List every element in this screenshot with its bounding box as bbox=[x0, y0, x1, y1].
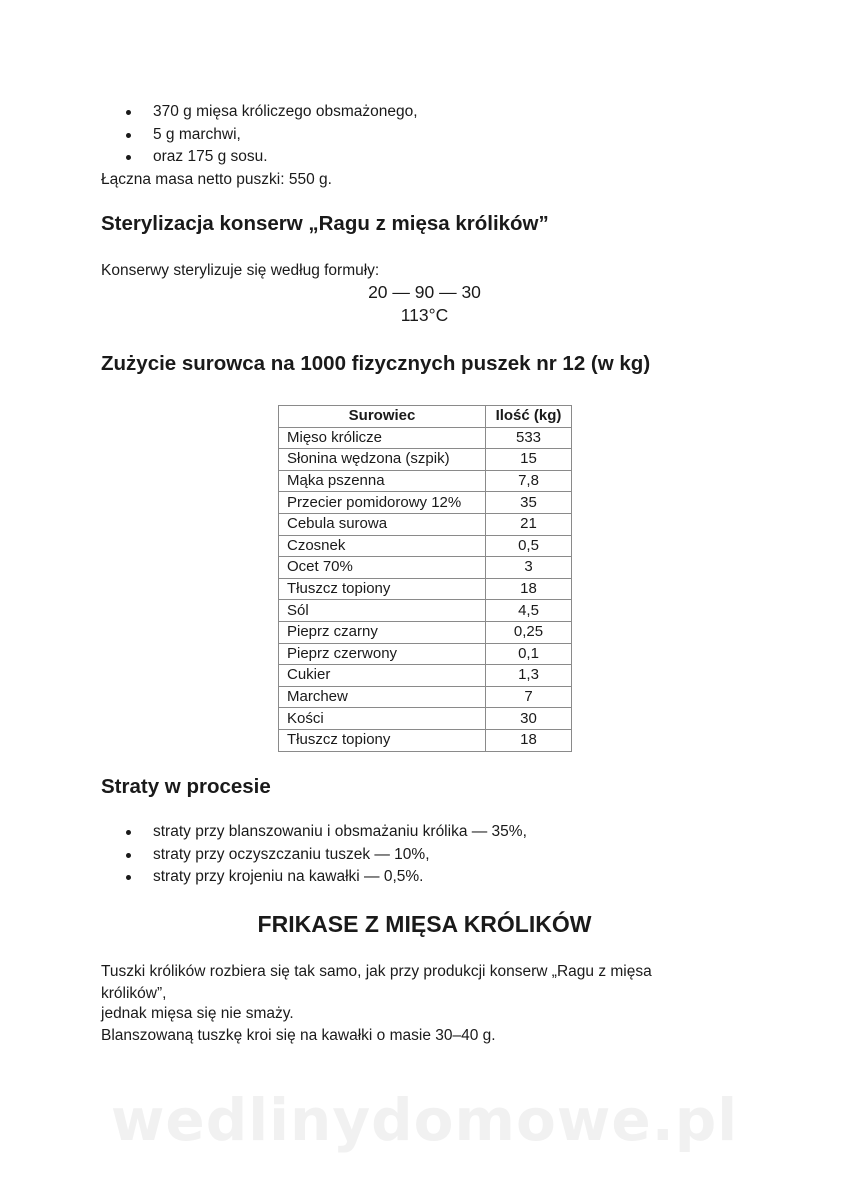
column-header-quantity: Ilość (kg) bbox=[486, 406, 572, 428]
table-row bbox=[279, 427, 572, 449]
list-item: straty przy oczyszczaniu tuszek — 10%, bbox=[122, 844, 527, 867]
sterilization-heading: Sterylizacja konserw „Ragu z mięsa królików” bbox=[101, 212, 549, 235]
quantity-cell: 0,5 bbox=[486, 535, 572, 557]
table-header-row bbox=[279, 406, 572, 428]
table-row bbox=[279, 708, 572, 730]
table-row bbox=[279, 557, 572, 579]
table-row bbox=[279, 492, 572, 514]
consumption-table bbox=[278, 405, 572, 752]
material-cell: Tłuszcz topiony bbox=[279, 729, 486, 751]
bullet-icon bbox=[126, 133, 131, 138]
material-cell: Cukier bbox=[279, 665, 486, 687]
table-row bbox=[279, 535, 572, 557]
material-cell: Czosnek bbox=[279, 535, 486, 557]
quantity-cell: 0,25 bbox=[486, 621, 572, 643]
table-row bbox=[279, 729, 572, 751]
consumption-heading: Zużycie surowca na 1000 fizycznych puszek nr 12 (w kg) bbox=[101, 352, 651, 375]
formula-temperature: 113°C bbox=[400, 305, 449, 325]
table-row bbox=[279, 513, 572, 535]
frikase-line: jednak mięsa się nie smaży. bbox=[101, 1005, 294, 1022]
table-row bbox=[279, 600, 572, 622]
material-cell: Sól bbox=[279, 600, 486, 622]
quantity-cell: 15 bbox=[486, 449, 572, 471]
material-cell: Mąka pszenna bbox=[279, 470, 486, 492]
list-item: straty przy krojeniu na kawałki — 0,5%. bbox=[122, 866, 527, 889]
material-cell: Słonina wędzona (szpik) bbox=[279, 449, 486, 471]
material-cell: Mięso królicze bbox=[279, 427, 486, 449]
table-row bbox=[279, 621, 572, 643]
bullet-icon bbox=[126, 110, 131, 115]
sterilization-formula bbox=[0, 281, 849, 327]
quantity-cell: 18 bbox=[486, 729, 572, 751]
list-item: oraz 175 g sosu. bbox=[122, 146, 418, 169]
table-row bbox=[279, 665, 572, 687]
bullet-icon bbox=[126, 853, 131, 858]
quantity-cell: 21 bbox=[486, 513, 572, 535]
bullet-icon bbox=[126, 875, 131, 880]
quantity-cell: 35 bbox=[486, 492, 572, 514]
table-body bbox=[279, 427, 572, 751]
ingredient-list bbox=[122, 101, 418, 169]
quantity-cell: 0,1 bbox=[486, 643, 572, 665]
column-header-material: Surowiec bbox=[279, 406, 486, 428]
material-cell: Ocet 70% bbox=[279, 557, 486, 579]
material-cell: Cebula surowa bbox=[279, 513, 486, 535]
quantity-cell: 18 bbox=[486, 578, 572, 600]
sterilization-intro: Konserwy sterylizuje się według formuły: bbox=[101, 262, 380, 279]
list-item: straty przy blanszowaniu i obsmażaniu królika — 35%, bbox=[122, 821, 527, 844]
losses-list bbox=[122, 821, 527, 889]
frikase-line: Tuszki królików rozbiera się tak samo, jak przy produkcji konserw „Ragu z mięsa bbox=[101, 963, 652, 980]
quantity-cell: 30 bbox=[486, 708, 572, 730]
list-item: 370 g mięsa króliczego obsmażonego, bbox=[122, 101, 418, 124]
table-row bbox=[279, 686, 572, 708]
quantity-cell: 7,8 bbox=[486, 470, 572, 492]
material-cell: Tłuszcz topiony bbox=[279, 578, 486, 600]
quantity-cell: 4,5 bbox=[486, 600, 572, 622]
material-cell: Przecier pomidorowy 12% bbox=[279, 492, 486, 514]
quantity-cell: 3 bbox=[486, 557, 572, 579]
material-cell: Pieprz czarny bbox=[279, 621, 486, 643]
frikase-line: Blanszowaną tuszkę kroi się na kawałki o masie 30–40 g. bbox=[101, 1027, 496, 1044]
bullet-icon bbox=[126, 830, 131, 835]
table-row bbox=[279, 449, 572, 471]
quantity-cell: 7 bbox=[486, 686, 572, 708]
net-mass-text: Łączna masa netto puszki: 550 g. bbox=[101, 171, 332, 188]
list-item: 5 g marchwi, bbox=[122, 124, 418, 147]
table-row bbox=[279, 578, 572, 600]
material-cell: Pieprz czerwony bbox=[279, 643, 486, 665]
watermark: wedlinydomowe.pl bbox=[110, 1086, 739, 1154]
frikase-line: królików”, bbox=[101, 985, 167, 1002]
formula-times: 20 — 90 — 30 bbox=[368, 282, 481, 302]
frikase-heading: FRIKASE Z MIĘSA KRÓLIKÓW bbox=[257, 911, 592, 937]
material-cell: Marchew bbox=[279, 686, 486, 708]
losses-heading: Straty w procesie bbox=[101, 775, 271, 798]
table-row bbox=[279, 643, 572, 665]
bullet-icon bbox=[126, 155, 131, 160]
table-row bbox=[279, 470, 572, 492]
material-cell: Kości bbox=[279, 708, 486, 730]
quantity-cell: 1,3 bbox=[486, 665, 572, 687]
quantity-cell: 533 bbox=[486, 427, 572, 449]
